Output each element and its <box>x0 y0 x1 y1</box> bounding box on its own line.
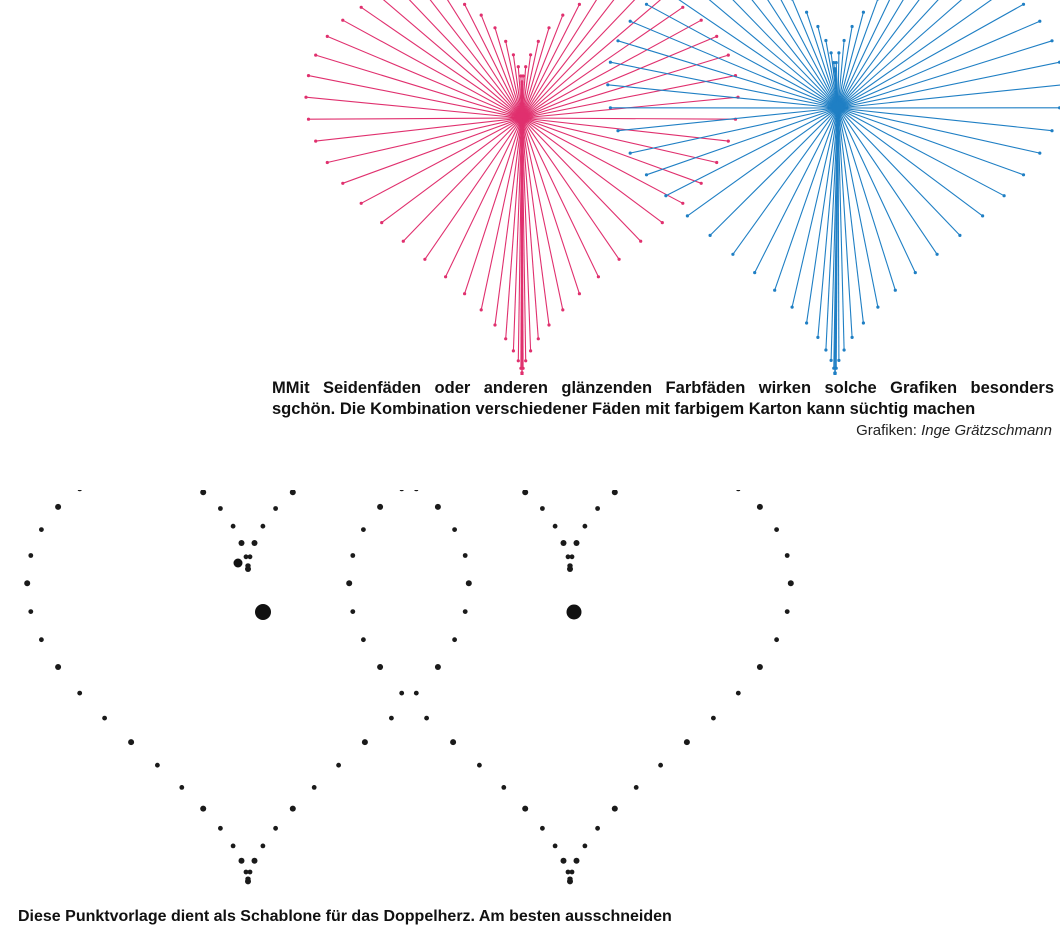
right-heart-dot <box>346 580 352 586</box>
blue-heart-pin <box>805 11 808 14</box>
right-heart-dot <box>566 554 571 559</box>
pink-heart-pin <box>547 26 550 29</box>
pink-heart-pin <box>463 3 466 6</box>
pink-heart-thread <box>522 7 683 118</box>
blue-heart-pin <box>843 348 846 351</box>
pink-heart-pin <box>512 53 515 56</box>
blue-heart-pin <box>616 39 619 42</box>
blue-heart-pin <box>830 51 833 54</box>
pink-heart-pin <box>520 80 523 83</box>
right-heart-dot <box>757 504 763 510</box>
blue-heart-thread <box>733 108 838 254</box>
right-heart-dot <box>595 506 600 511</box>
blue-heart-pin <box>894 289 897 292</box>
blue-heart-pin <box>805 321 808 324</box>
pink-heart-thread <box>382 0 522 118</box>
pink-heart-thread <box>522 0 619 118</box>
pink-heart-pin <box>326 35 329 38</box>
pink-heart-pin <box>524 359 527 362</box>
blue-heart-pin <box>824 39 827 42</box>
pink-heart-pin <box>326 161 329 164</box>
right-heart-dot <box>595 826 600 831</box>
blue-heart-pin <box>981 214 984 217</box>
left-heart-dot <box>290 490 296 495</box>
blue-heart-pin <box>709 234 712 237</box>
right-heart-dot <box>361 527 366 532</box>
right-heart-dot <box>574 858 580 864</box>
blue-heart-thread <box>838 85 1060 108</box>
right-heart-center-dot <box>567 605 582 620</box>
left-heart-dot <box>273 506 278 511</box>
left-heart-dot <box>244 554 249 559</box>
blue-heart-pin <box>606 83 609 86</box>
blue-heart-pin <box>773 289 776 292</box>
right-heart-dot <box>567 563 572 568</box>
blue-heart-pin <box>791 306 794 309</box>
left-heart-dot <box>200 806 206 812</box>
left-heart-dot <box>55 504 61 510</box>
pink-heart-pin <box>727 140 730 143</box>
right-heart-dot <box>736 490 741 491</box>
left-heart-dot <box>273 826 278 831</box>
left-heart-dot <box>362 739 368 745</box>
blue-heart-thread <box>838 108 915 273</box>
blue-heart-pin <box>851 25 854 28</box>
pink-heart-pin <box>547 323 550 326</box>
blue-heart-pin <box>833 67 836 70</box>
pink-heart-pin <box>517 359 520 362</box>
blue-heart-pin <box>936 253 939 256</box>
blue-heart-pin <box>1038 152 1041 155</box>
blue-heart-pin <box>686 214 689 217</box>
left-heart-dot <box>389 716 394 721</box>
blue-heart-pin <box>832 61 835 64</box>
left-heart-dot <box>245 877 250 882</box>
left-heart-dot <box>200 490 206 495</box>
blue-heart-pin <box>833 371 836 374</box>
right-heart-dot-outline <box>346 490 794 884</box>
left-heart-dot <box>290 806 296 812</box>
blue-heart-pin <box>816 25 819 28</box>
right-heart-dot <box>757 664 763 670</box>
left-heart-dot <box>244 870 249 875</box>
right-heart-dot <box>634 785 639 790</box>
blue-heart-thread <box>838 108 960 235</box>
pink-heart-pin <box>561 14 564 17</box>
right-heart-dot <box>612 490 618 495</box>
left-heart-dot <box>261 524 266 529</box>
pink-heart-pin <box>380 221 383 224</box>
pink-heart-pin <box>402 240 405 243</box>
pink-heart-pin <box>341 19 344 22</box>
left-heart-dot <box>252 858 258 864</box>
pink-heart-thread <box>522 76 736 118</box>
right-heart-dot <box>736 691 741 696</box>
pink-heart-pin <box>341 182 344 185</box>
pink-heart-pin <box>493 323 496 326</box>
right-heart-dot <box>774 527 779 532</box>
pink-heart-thread <box>425 0 522 118</box>
blue-heart-pin <box>1050 129 1053 132</box>
blue-heart-pin <box>851 336 854 339</box>
blue-heart-pin <box>1022 3 1025 6</box>
left-heart-dot <box>55 664 61 670</box>
blue-heart-pin <box>837 359 840 362</box>
pink-heart-thread <box>522 0 662 118</box>
pink-heart-pin <box>480 308 483 311</box>
blue-heart-pin <box>843 39 846 42</box>
blue-heart-thread <box>838 0 983 108</box>
left-heart-dot <box>239 540 245 546</box>
left-heart-dot <box>252 540 258 546</box>
pink-heart-pin <box>529 349 532 352</box>
left-heart-dot <box>239 858 245 864</box>
pink-heart-thread <box>446 0 522 118</box>
pink-heart-pin <box>715 35 718 38</box>
left-heart-dot <box>155 763 160 768</box>
right-heart-dot <box>377 504 383 510</box>
blue-heart-pin <box>832 367 835 370</box>
pink-heart-thread <box>361 7 522 118</box>
pink-heart-pin <box>517 65 520 68</box>
right-heart-dot <box>684 739 690 745</box>
pink-heart-pin <box>537 40 540 43</box>
pink-thread-heart <box>304 0 739 375</box>
right-heart-dot <box>788 580 794 586</box>
pink-heart-pin <box>681 6 684 9</box>
left-heart-dot <box>245 563 250 568</box>
right-heart-dot <box>540 826 545 831</box>
blue-heart-pin <box>1038 20 1041 23</box>
pink-heart-pin <box>537 337 540 340</box>
string-art-double-heart <box>290 0 1060 375</box>
right-heart-dot <box>399 490 404 491</box>
blue-heart-pin <box>645 3 648 6</box>
pink-heart-thread <box>522 15 563 118</box>
pink-heart-pin <box>307 74 310 77</box>
graphics-credit <box>856 422 1052 439</box>
right-heart-dot <box>567 877 572 882</box>
right-heart-dot <box>553 524 558 529</box>
right-heart-dot <box>501 785 506 790</box>
template-caption: Diese Punktvorlage dient als Schablone für das Doppelherz. Am besten ausschneiden <box>18 908 672 925</box>
blue-heart-pin <box>731 253 734 256</box>
pink-heart-thread <box>481 15 522 118</box>
left-heart-dot <box>77 490 82 491</box>
blue-heart-thread <box>792 108 838 307</box>
left-heart-dot <box>128 739 134 745</box>
pink-heart-pin <box>681 202 684 205</box>
blue-heart-pin <box>862 321 865 324</box>
left-heart-dot <box>231 524 236 529</box>
blue-heart-knot <box>832 102 844 114</box>
left-heart-dot <box>414 691 419 696</box>
blue-heart-pin <box>609 106 612 109</box>
pink-heart-pin <box>524 65 527 68</box>
blue-heart-pin <box>824 348 827 351</box>
blue-heart-pin <box>1022 173 1025 176</box>
blue-heart-pin <box>837 51 840 54</box>
left-heart-dot <box>28 553 33 558</box>
right-heart-dot <box>350 553 355 558</box>
blue-heart-thread <box>838 108 895 290</box>
blue-heart-pin <box>629 152 632 155</box>
blue-heart-thread <box>608 85 838 108</box>
pink-heart-pin <box>360 202 363 205</box>
caption-line-1: MMit Seidenfäden oder anderen glänzenden Farbfäden wirken solche Grafiken besonders <box>272 379 1054 397</box>
pink-heart-pin <box>700 19 703 22</box>
pink-heart-pin <box>519 367 522 370</box>
left-heart-dot <box>231 844 236 849</box>
right-heart-dot <box>583 844 588 849</box>
blue-heart-pin <box>664 194 667 197</box>
pink-heart-pin <box>578 292 581 295</box>
blue-heart-thread <box>838 108 1004 196</box>
pink-heart-thread <box>522 0 598 118</box>
left-heart-inner-dot <box>234 559 243 568</box>
right-heart-dot <box>553 844 558 849</box>
right-heart-dot <box>522 806 528 812</box>
left-heart-dot <box>336 763 341 768</box>
left-heart-dot <box>39 637 44 642</box>
pink-heart-pin <box>444 275 447 278</box>
right-heart-dot <box>612 806 618 812</box>
pink-heart-thread <box>403 118 522 241</box>
right-heart-dot <box>377 664 383 670</box>
blue-heart-pin <box>609 61 612 64</box>
pink-heart-thread <box>309 76 523 118</box>
blue-heart-thread <box>838 0 878 108</box>
pink-heart-pin <box>700 182 703 185</box>
right-heart-dot <box>424 716 429 721</box>
pink-heart-pin <box>512 349 515 352</box>
pink-heart-thread <box>327 36 522 118</box>
left-heart-dot <box>261 844 266 849</box>
pink-heart-pin <box>504 40 507 43</box>
pink-heart-pin <box>304 96 307 99</box>
blue-heart-thread <box>838 41 1052 108</box>
right-heart-dot <box>583 524 588 529</box>
pink-heart-thread <box>465 4 522 118</box>
left-heart-dot <box>77 691 82 696</box>
blue-heart-thread <box>838 4 1024 108</box>
right-heart-dot <box>399 691 404 696</box>
left-heart-dot <box>435 664 441 670</box>
right-heart-dot <box>658 763 663 768</box>
blue-heart-pin <box>830 359 833 362</box>
image-caption <box>272 378 1054 420</box>
left-heart-dot <box>414 490 419 491</box>
pink-heart-pin <box>639 240 642 243</box>
right-heart-dot <box>574 540 580 546</box>
pink-heart-knot <box>516 112 528 124</box>
left-heart-dot <box>466 580 472 586</box>
right-heart-dot <box>774 637 779 642</box>
right-heart-dot <box>522 490 528 495</box>
pink-heart-pin <box>423 258 426 261</box>
blue-thread-heart <box>606 0 1060 375</box>
right-heart-dot <box>450 739 456 745</box>
right-heart-dot <box>566 870 571 875</box>
left-heart-dot-outline <box>24 490 472 884</box>
pink-heart-pin <box>314 140 317 143</box>
blue-heart-pin <box>862 11 865 14</box>
pink-heart-pin <box>618 258 621 261</box>
right-heart-dot <box>477 763 482 768</box>
pink-heart-pin <box>493 26 496 29</box>
blue-heart-pin <box>1003 194 1006 197</box>
left-heart-center-dot <box>255 604 271 620</box>
left-heart-dot <box>39 527 44 532</box>
left-heart-dot <box>312 785 317 790</box>
blue-heart-pin <box>753 271 756 274</box>
credit-prefix: Grafiken: <box>856 422 917 439</box>
pink-heart-pin <box>661 221 664 224</box>
right-heart-dot <box>561 540 567 546</box>
credit-author: Inge Grätzschmann <box>921 422 1052 439</box>
pink-heart-thread <box>522 118 641 241</box>
pink-heart-pin <box>578 3 581 6</box>
left-heart-dot <box>452 527 457 532</box>
right-heart-dot <box>540 506 545 511</box>
right-heart-dot <box>785 609 790 614</box>
blue-heart-thread <box>710 108 838 235</box>
pink-heart-pin <box>520 371 523 374</box>
pink-heart-pin <box>314 54 317 57</box>
pink-heart-pin <box>597 275 600 278</box>
pink-heart-pin <box>307 118 310 121</box>
left-heart-dot <box>435 504 441 510</box>
blue-heart-pin <box>616 129 619 132</box>
blue-heart-pin <box>1050 39 1053 42</box>
right-heart-dot <box>361 637 366 642</box>
pink-heart-pin <box>519 74 522 77</box>
blue-heart-pin <box>876 306 879 309</box>
blue-heart-pin <box>958 234 961 237</box>
caption-line-2: sgchön. Die Kombination verschiedener Fäden mit farbigem Karton kann süchtig machen <box>272 400 976 418</box>
blue-heart-pin <box>629 20 632 23</box>
pink-heart-pin <box>529 53 532 56</box>
pink-heart-pin <box>727 54 730 57</box>
right-heart-dot <box>350 609 355 614</box>
left-heart-dot <box>28 609 33 614</box>
dot-template-double-heart <box>0 490 800 890</box>
pink-heart-pin <box>463 292 466 295</box>
blue-heart-pin <box>914 271 917 274</box>
right-heart-dot <box>711 716 716 721</box>
blue-heart-thread <box>838 21 1040 108</box>
left-heart-dot <box>463 553 468 558</box>
right-heart-dot <box>561 858 567 864</box>
pink-heart-thread <box>522 4 579 118</box>
pink-heart-pin <box>561 308 564 311</box>
blue-heart-pin <box>816 336 819 339</box>
blue-heart-pin <box>645 173 648 176</box>
left-heart-dot <box>463 609 468 614</box>
pink-heart-pin <box>480 14 483 17</box>
pink-heart-thread <box>522 118 736 119</box>
left-heart-dot <box>452 637 457 642</box>
left-heart-dot <box>218 506 223 511</box>
blue-heart-thread <box>838 0 1004 108</box>
left-heart-dot <box>218 826 223 831</box>
pink-heart-pin <box>715 161 718 164</box>
pink-heart-pin <box>360 6 363 9</box>
pink-heart-pin <box>504 337 507 340</box>
left-heart-dot <box>24 580 30 586</box>
left-heart-dot <box>179 785 184 790</box>
blue-heart-thread <box>666 0 838 108</box>
left-heart-dot <box>102 716 107 721</box>
right-heart-dot <box>785 553 790 558</box>
pink-heart-thread <box>309 118 523 119</box>
